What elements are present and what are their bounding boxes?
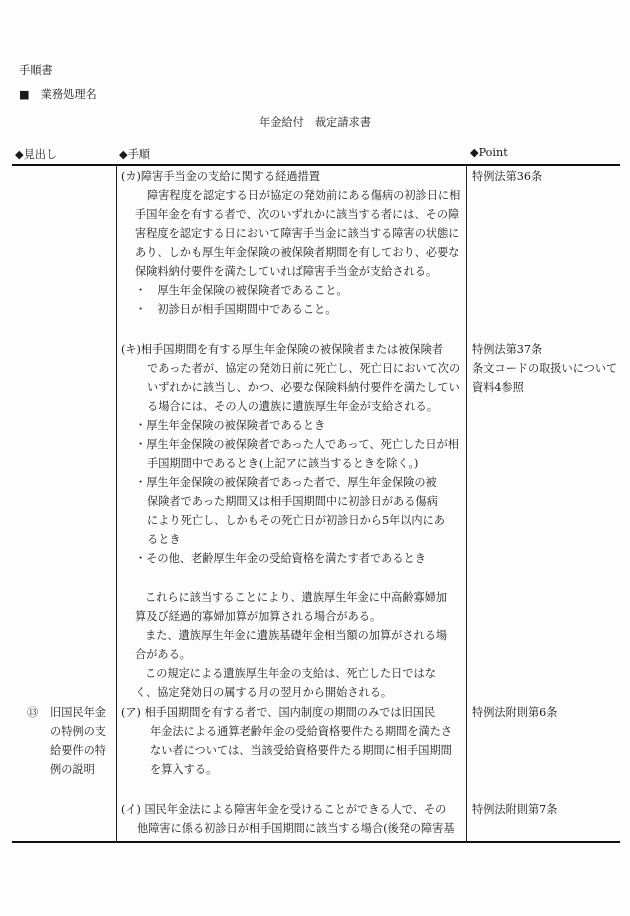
column-header-heading: ◆見出し bbox=[15, 148, 58, 161]
item-ki-note: 算及び経過的寡婦加算が加算される場合がある。 bbox=[135, 610, 382, 623]
item-ki-line: る場合には、その人の遺族に遺族厚生年金が支給される。 bbox=[147, 400, 438, 413]
item-ki-bullet-cont: により死亡し、しかもその死亡日が初診日から5年以内にあ bbox=[147, 514, 445, 527]
point-ki-ref: 条文コードの取扱いについて bbox=[472, 362, 618, 375]
item-i-line: (イ) 国民年金法による障害年金を受けることができる人で、その bbox=[121, 803, 447, 816]
point-ki: 特例法第37条 bbox=[472, 343, 543, 356]
item-ka-bullet: ・ 初診日が相手国期間中であること。 bbox=[135, 303, 337, 316]
section-heading-line: 例の説明 bbox=[50, 763, 95, 776]
item-a-line: ない者については、当該受給資格要件たる期間に相手国期間 bbox=[150, 744, 452, 757]
item-ki-bullet: ・その他、老齢厚生年金の受給資格を満たす者であるとき bbox=[135, 552, 426, 565]
item-ka-body-line: 保険料納付要件を満たしていれば障害手当金が支給される。 bbox=[135, 265, 438, 278]
item-i-line: 他障害に係る初診日が相手国期間に該当する場合(後発の障害基 bbox=[137, 822, 455, 835]
item-ka-title: (カ)障害手当金の支給に関する経過措置 bbox=[121, 170, 320, 183]
point-ka: 特例法第36条 bbox=[472, 170, 543, 183]
item-ki-line: であった者が、協定の発効日前に死亡し、死亡日において次の bbox=[147, 362, 461, 375]
page-title: 年金給付 裁定請求書 bbox=[259, 116, 371, 129]
item-ki-note: これらに該当することにより、遺族厚生年金に中高齢寡婦加 bbox=[145, 591, 448, 604]
item-ki-bullet-cont: るとき bbox=[147, 533, 181, 546]
document-type-label: 手順書 bbox=[19, 64, 53, 77]
task-name-label: ■ 業務処理名 bbox=[19, 88, 97, 101]
point-a: 特例法附則第6条 bbox=[472, 706, 558, 719]
item-ki-note: 合がある。 bbox=[135, 648, 191, 661]
item-ki-note: また、遺族厚生年金に遺族基礎年金相当額の加算がされる場 bbox=[145, 629, 448, 642]
item-a-line: (ア) 相手国期間を有する者で、国内制度の期間のみでは旧国民 bbox=[121, 706, 436, 719]
item-ki-line: いずれかに該当し、かつ、必要な保険料納付要件を満たしてい bbox=[147, 381, 460, 394]
item-ka-body-line: 害程度を認定する日において障害手当金に該当する障害の状態に bbox=[135, 227, 460, 240]
column-header-point: ◆Point bbox=[470, 146, 508, 159]
item-ki-line: (キ)相手国期間を有する厚生年金保険の被保険者または被保険者 bbox=[121, 343, 443, 356]
item-ki-bullet-cont: 保険者であった期間又は相手国期間中に初診日がある傷病 bbox=[147, 495, 438, 508]
table-header-rule bbox=[12, 164, 620, 166]
item-a-line: 年金法による通算老齢年金の受給資格要件たる期間を満たさ bbox=[150, 725, 453, 738]
section-heading-line: の特例の支 bbox=[50, 725, 106, 738]
table-bottom-rule bbox=[12, 841, 620, 843]
item-ki-note: この規定による遺族厚生年金の支給は、死亡した日ではな bbox=[145, 667, 436, 680]
item-a-line: を算入する。 bbox=[150, 763, 218, 776]
section-heading-line: 給要件の特 bbox=[50, 744, 106, 757]
item-ki-bullet: ・厚生年金保険の被保険者であるとき bbox=[135, 419, 326, 432]
point-ki-ref: 資料4参照 bbox=[472, 381, 524, 394]
column-divider-1 bbox=[116, 166, 117, 842]
item-ka-bullet: ・ 厚生年金保険の被保険者であること。 bbox=[135, 284, 348, 297]
item-ki-bullet: ・厚生年金保険の被保険者であった人であって、死亡した日が相 bbox=[135, 438, 459, 451]
item-ka-body-line: あり、しかも厚生年金保険の被保険者期間を有しており、必要な bbox=[135, 246, 460, 259]
item-ki-bullet-cont: 手国期間中であるとき(上記アに該当するときを除く。) bbox=[147, 457, 419, 470]
item-ki-bullet: ・厚生年金保険の被保険者であった者で、厚生年金保険の被 bbox=[135, 476, 437, 489]
column-header-procedure: ◆手順 bbox=[119, 148, 150, 161]
section-number: ⑬ bbox=[27, 706, 39, 719]
point-i: 特例法附則第7条 bbox=[472, 803, 558, 816]
item-ka-body-line: 手国年金を有する者で、次のいずれかに該当する者には、その障 bbox=[135, 208, 460, 221]
item-ka-body-line: 障害程度を認定する日が協定の発効前にある傷病の初診日に相 bbox=[147, 189, 461, 202]
column-divider-2 bbox=[466, 166, 467, 842]
item-ki-note: く、協定発効日の属する月の翌月から開始される。 bbox=[135, 686, 393, 699]
section-heading-line: 旧国民年金 bbox=[50, 706, 106, 719]
